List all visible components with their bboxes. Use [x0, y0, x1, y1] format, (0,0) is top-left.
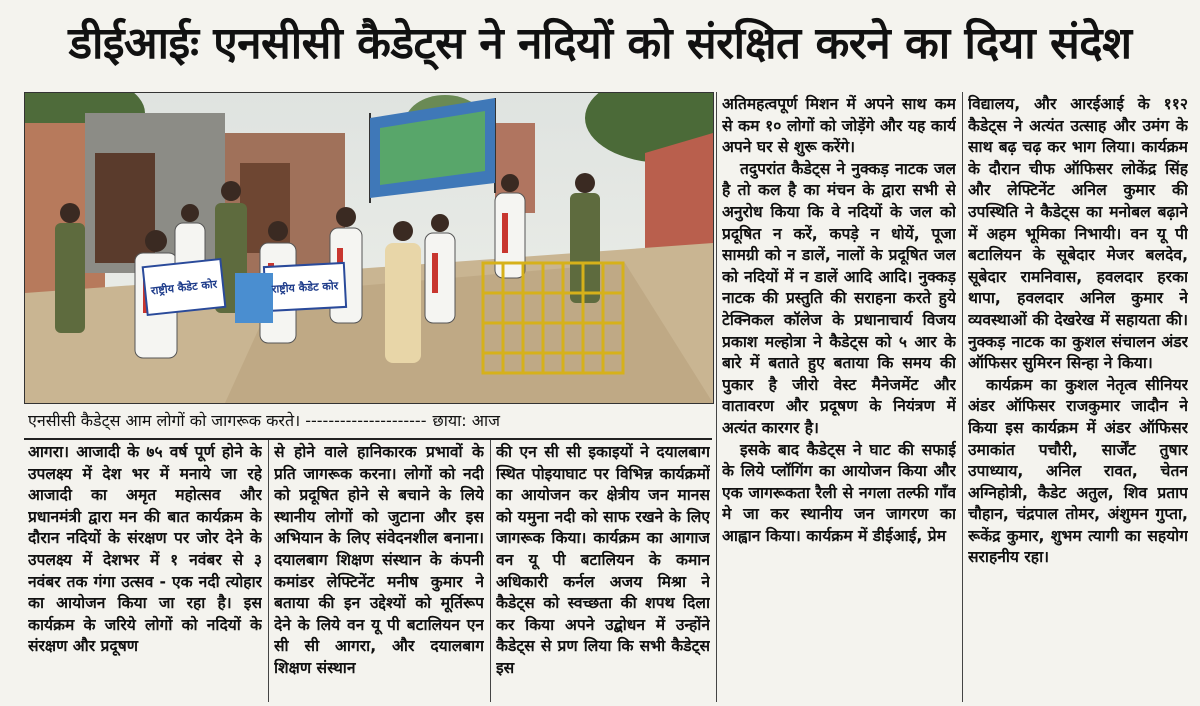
article-column-2 [274, 442, 484, 704]
paragraph: कार्यक्रम का कुशल नेतृत्व सीनियर अंडर ऑफिसर राजकुमार जादौन ने किया इस कार्यक्रम में अंडर ऑफिसर उमाकांत पचौरी, सार्जेंट तुषार उपाध्याय, अनिल रावत, चेतन अग्निहोत्री, कैडेट अतुल, शिव प्रताप चौहान, चंद्रपाल तोमर, अंशुमन गुप्ता, रूकेंद्र कुमार, शुभम त्यागी का सहयोग सराहनीय रहा। [968, 375, 1188, 567]
paragraph: से होने वाले हानिकारक प्रभावों के प्रति जागरूक करना। लोगों को नदी को प्रदूषित होने से बचाने के लिये स्थानीय लोगों को जुटाना और इस अभियान के लिए संवेदनशील बनाना। दयालबाग शिक्षण संस्थान के कंपनी कमांडर लेफ्टिनेंट मनीष कुमार ने बताया की इन उद्देश्यों को मूर्तिरूप देने के लिये वन यू पी बटालियन एन सी सी आगरा, और दयालबाग शिक्षण संस्थान [274, 443, 484, 677]
article-column-3 [496, 442, 710, 704]
paragraph: इसके बाद कैडेट्स ने घाट की सफाई के लिये प्लॉगिंग का आयोजन किया और एक जागरूकता रैली से नगला तल्फी गाँव मे जा कर स्थानीय जन जागरण का आह्वान किया। कार्यक्रम में डीईआई, प्रेम [722, 440, 956, 545]
paragraph: विद्यालय, और आरईआई के ११२ कैडेट्स ने अत्यंत उत्साह और उमंग के साथ बढ़ चढ़ कर भाग लिया। कार्यक्रम के दौरान चीफ ऑफिसर लोकेंद्र सिंह और लेफ्टिनेंट अनिल कुमार की उपस्थिति ने कैडेट्स का मनोबल बढ़ाने में अहम भूमिका निभायी। वन यू पी बटालियन के सूबेदार मेजर बलदेव, सूबेदार रामनिवास, हवलदार हरका थापा, हवलदार अनिल कुमार ने व्यवस्थाओं की देखरेख में सहायता की। नुक्कड़ नाटक का कुशल संचालन अंडर ऑफिसर सुमिरन सिन्हा ने किया। [968, 95, 1188, 373]
caption-credit: छाया: आज [432, 411, 500, 430]
placard-left-text: राष्ट्रीय कैडेट कोर [150, 277, 218, 298]
paragraph: की एन सी सी इकाइयों ने दयालबाग स्थित पोइयाघाट पर विभिन्न कार्यक्रमों का आयोजन कर क्षेत्रीय जन मानस को यमुना नदी को साफ रखने के लिए जागरूक किया। कार्यक्रम का आगाज वन यू पी बटालियन के कमान अधिकारी कर्नल अजय मिश्रा ने कैडेट्स को स्वच्छता की शपथ दिला कर किया अपने उद्बोधन में उन्होंने कैडेट्स से प्रण लिया कि सभी कैडेट्स इस [496, 443, 710, 677]
paragraph: आगरा। आजादी के ७५ वर्ष पूर्ण होने के उपलक्ष्य में देश भर में मनाये जा रहे आजादी का अमृत महोत्सव और प्रधानमंत्री द्वारा मन की बात कार्यक्रम के दौरान नदियों के संरक्षण पर जोर देने के उपलक्ष्य में देशभर में १ नवंबर से ३ नवंबर तक गंगा उत्सव - एक नदी त्योहार का आयोजन किया जा रहा है। इस कार्यक्रम के जरिये लोगों को नदियों के संरक्षण और प्रदूषण [28, 443, 262, 656]
column-rule [268, 440, 269, 702]
caption-text: एनसीसी कैडेट्स आम लोगों को जागरूक करते। --------------------- [28, 411, 427, 430]
photo-caption [24, 404, 712, 440]
article-column-5 [968, 94, 1188, 704]
news-photo [24, 92, 714, 404]
column-rule [962, 92, 963, 702]
column-rule [490, 440, 491, 702]
paragraph: तदुपरांत कैडेट्स ने नुक्कड़ नाटक जल है तो कल है का मंचन के द्वारा सभी से अनुरोध किया कि वे नदियों के जल को प्रदूषित न करें, कपड़े न धोयें, पूजा सामग्री को न डालें, नालों के प्रदूषित जल को नदियों में न डालें आदि आदि। नुक्कड़ नाटक की प्रस्तुति की सराहना करते हुये टेक्निकल कॉलेज के प्रधानाचार्य विजय प्रकाश मल्होत्रा ने कैडेट्स को ५ आर के बारे में बताते हुए बताया कि समय की पुकार है जीरो वेस्ट मैनेजमेंट और वातावरण और प्रदूषण के नियंत्रण में अत्यंत कारगर है। [722, 159, 956, 437]
article-column-4 [722, 94, 956, 704]
placard-right-text: राष्ट्रीय कैडेट कोर [271, 279, 339, 296]
article-column-1 [28, 442, 262, 704]
headline: डीईआईः एनसीसी कैडेट्स ने नदियों को संरक्षित करने का दिया संदेश [68, 18, 1132, 69]
paragraph: अतिमहत्वपूर्ण मिशन में अपने साथ कम से कम १० लोगों को जोड़ेंगे और यह कार्य अपने घर से शुरू करेंगे। [722, 95, 956, 157]
column-rule [716, 92, 717, 702]
